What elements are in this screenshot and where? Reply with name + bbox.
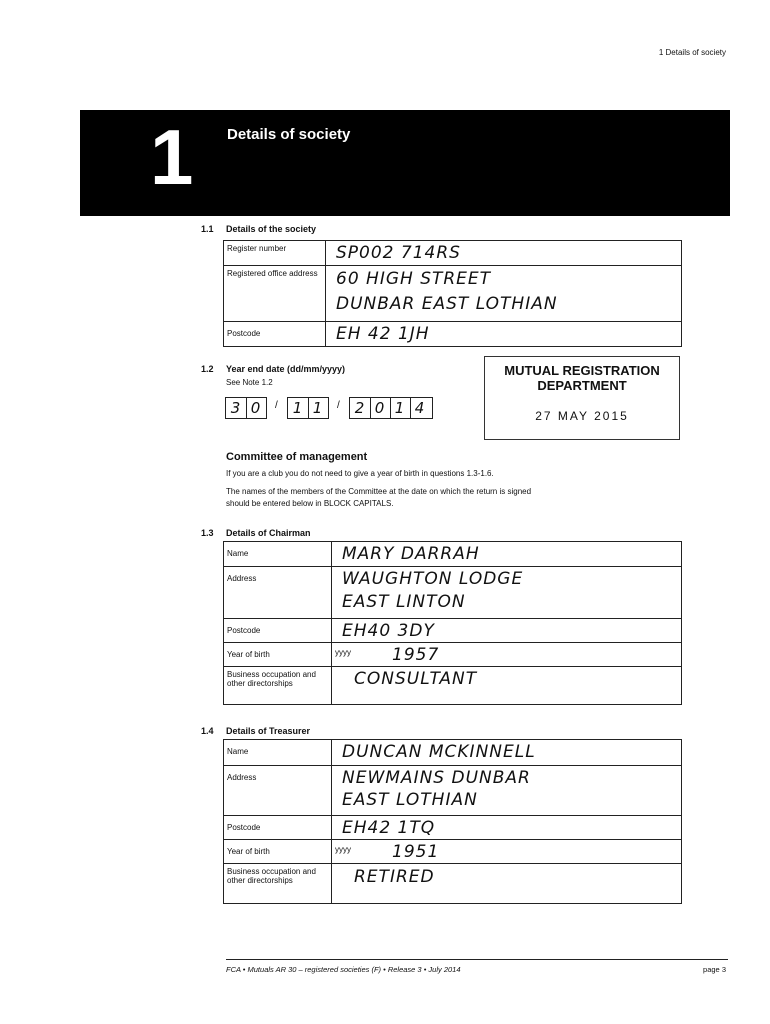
section-1-4-title: Details of Treasurer xyxy=(226,726,311,736)
year-end-day[interactable] xyxy=(225,397,267,419)
chairman-name-field[interactable] xyxy=(332,542,682,567)
committee-note-1: If you are a club you do not need to give a year of birth in questions 1.3-1.6. xyxy=(226,469,494,478)
stamp-line-1: MUTUAL REGISTRATION xyxy=(504,363,660,378)
section-1-4-number: 1.4 xyxy=(201,726,214,736)
treasurer-postcode-field[interactable] xyxy=(332,816,682,840)
day-digit-2: 0 xyxy=(250,399,262,417)
treasurer-name-value: DUNCAN MCKINNELL xyxy=(342,742,536,762)
chairman-postcode-label: Postcode xyxy=(224,619,332,643)
year-digit-3: 1 xyxy=(390,398,411,418)
treasurer-postcode-label: Postcode xyxy=(224,816,332,840)
stamp-line-2: DEPARTMENT xyxy=(537,378,627,393)
year-digit-2: 0 xyxy=(370,398,391,418)
day-digit-1: 3 xyxy=(226,398,247,418)
treasurer-business-field[interactable] xyxy=(332,864,682,904)
stamp-date: 27 MAY 2015 xyxy=(535,409,629,423)
chairman-address-label: Address xyxy=(224,567,332,619)
treasurer-postcode-value: EH42 1TQ xyxy=(342,818,436,838)
chairman-postcode-value: EH40 3DY xyxy=(342,621,435,641)
section-1-2-number: 1.2 xyxy=(201,364,214,374)
section-1-1-number: 1.1 xyxy=(201,224,214,234)
chairman-address-line2: EAST LINTON xyxy=(342,592,466,612)
treasurer-address-field[interactable] xyxy=(332,766,682,816)
treasurer-business-label: Business occupation and other directorships xyxy=(224,864,332,904)
society-postcode-label: Postcode xyxy=(224,322,326,347)
office-address-line2: DUNBAR EAST LOTHIAN xyxy=(336,294,558,314)
register-number-value: SP002 714RS xyxy=(336,243,461,263)
section-title: Details of society xyxy=(227,126,351,143)
chairman-year-field[interactable] xyxy=(332,643,682,667)
society-postcode-value: EH 42 1JH xyxy=(336,324,430,344)
treasurer-year-value: 1951 xyxy=(392,842,440,862)
section-1-2-title: Year end date (dd/mm/yyyy) xyxy=(226,364,346,374)
chairman-business-label: Business occupation and other directorships xyxy=(224,667,332,705)
treasurer-address-line2: EAST LOTHIAN xyxy=(342,790,478,810)
society-details-table xyxy=(223,240,682,347)
chairman-address-line1: WAUGHTON LODGE xyxy=(342,569,524,589)
office-address-field[interactable] xyxy=(326,266,682,322)
year-digit-1: 2 xyxy=(350,398,371,418)
section-1-3-title: Details of Chairman xyxy=(226,528,311,538)
office-address-label: Registered office address xyxy=(224,266,326,322)
treasurer-business-value: RETIRED xyxy=(354,867,435,887)
treasurer-year-label: Year of birth xyxy=(224,840,332,864)
date-separator-2: / xyxy=(337,400,340,411)
received-stamp xyxy=(484,356,680,440)
register-number-field[interactable] xyxy=(326,241,682,266)
month-digit-1: 1 xyxy=(288,398,309,418)
footer-divider xyxy=(226,959,728,960)
committee-note-2: The names of the members of the Committee at the date on which the return is signed xyxy=(226,487,532,496)
chairman-name-label: Name xyxy=(224,542,332,567)
date-separator-1: / xyxy=(275,400,278,411)
treasurer-address-label: Address xyxy=(224,766,332,816)
office-address-line1: 60 HIGH STREET xyxy=(336,269,492,289)
section-number: 1 xyxy=(150,113,194,201)
chairman-year-value: 1957 xyxy=(392,645,440,665)
chairman-postcode-field[interactable] xyxy=(332,619,682,643)
page-number: page 3 xyxy=(703,965,726,974)
chairman-business-value: CONSULTANT xyxy=(354,669,478,689)
month-digit-2: 1 xyxy=(312,399,324,417)
treasurer-table xyxy=(223,739,682,904)
treasurer-year-prefix: yyyy xyxy=(335,845,351,854)
treasurer-name-field[interactable] xyxy=(332,740,682,766)
section-1-1-title: Details of the society xyxy=(226,224,317,234)
chairman-year-prefix: yyyy xyxy=(335,648,351,657)
treasurer-year-field[interactable] xyxy=(332,840,682,864)
chairman-year-label: Year of birth xyxy=(224,643,332,667)
year-end-year[interactable] xyxy=(349,397,433,419)
chairman-address-field[interactable] xyxy=(332,567,682,619)
committee-note-3: should be entered below in BLOCK CAPITALS. xyxy=(226,499,394,508)
year-digit-4: 4 xyxy=(414,399,426,417)
treasurer-name-label: Name xyxy=(224,740,332,766)
register-number-label: Register number xyxy=(224,241,326,266)
footer-text: FCA • Mutuals AR 30 – registered societies (F) • Release 3 • July 2014 xyxy=(226,965,461,974)
section-1-3-number: 1.3 xyxy=(201,528,214,538)
chairman-table xyxy=(223,541,682,705)
chairman-business-field[interactable] xyxy=(332,667,682,705)
committee-title: Committee of management xyxy=(226,451,368,463)
section-1-2-note: See Note 1.2 xyxy=(226,378,273,387)
society-postcode-field[interactable] xyxy=(326,322,682,347)
chairman-name-value: MARY DARRAH xyxy=(342,544,480,564)
year-end-month[interactable] xyxy=(287,397,329,419)
treasurer-address-line1: NEWMAINS DUNBAR xyxy=(342,768,531,788)
running-head: 1 Details of society xyxy=(658,48,726,57)
